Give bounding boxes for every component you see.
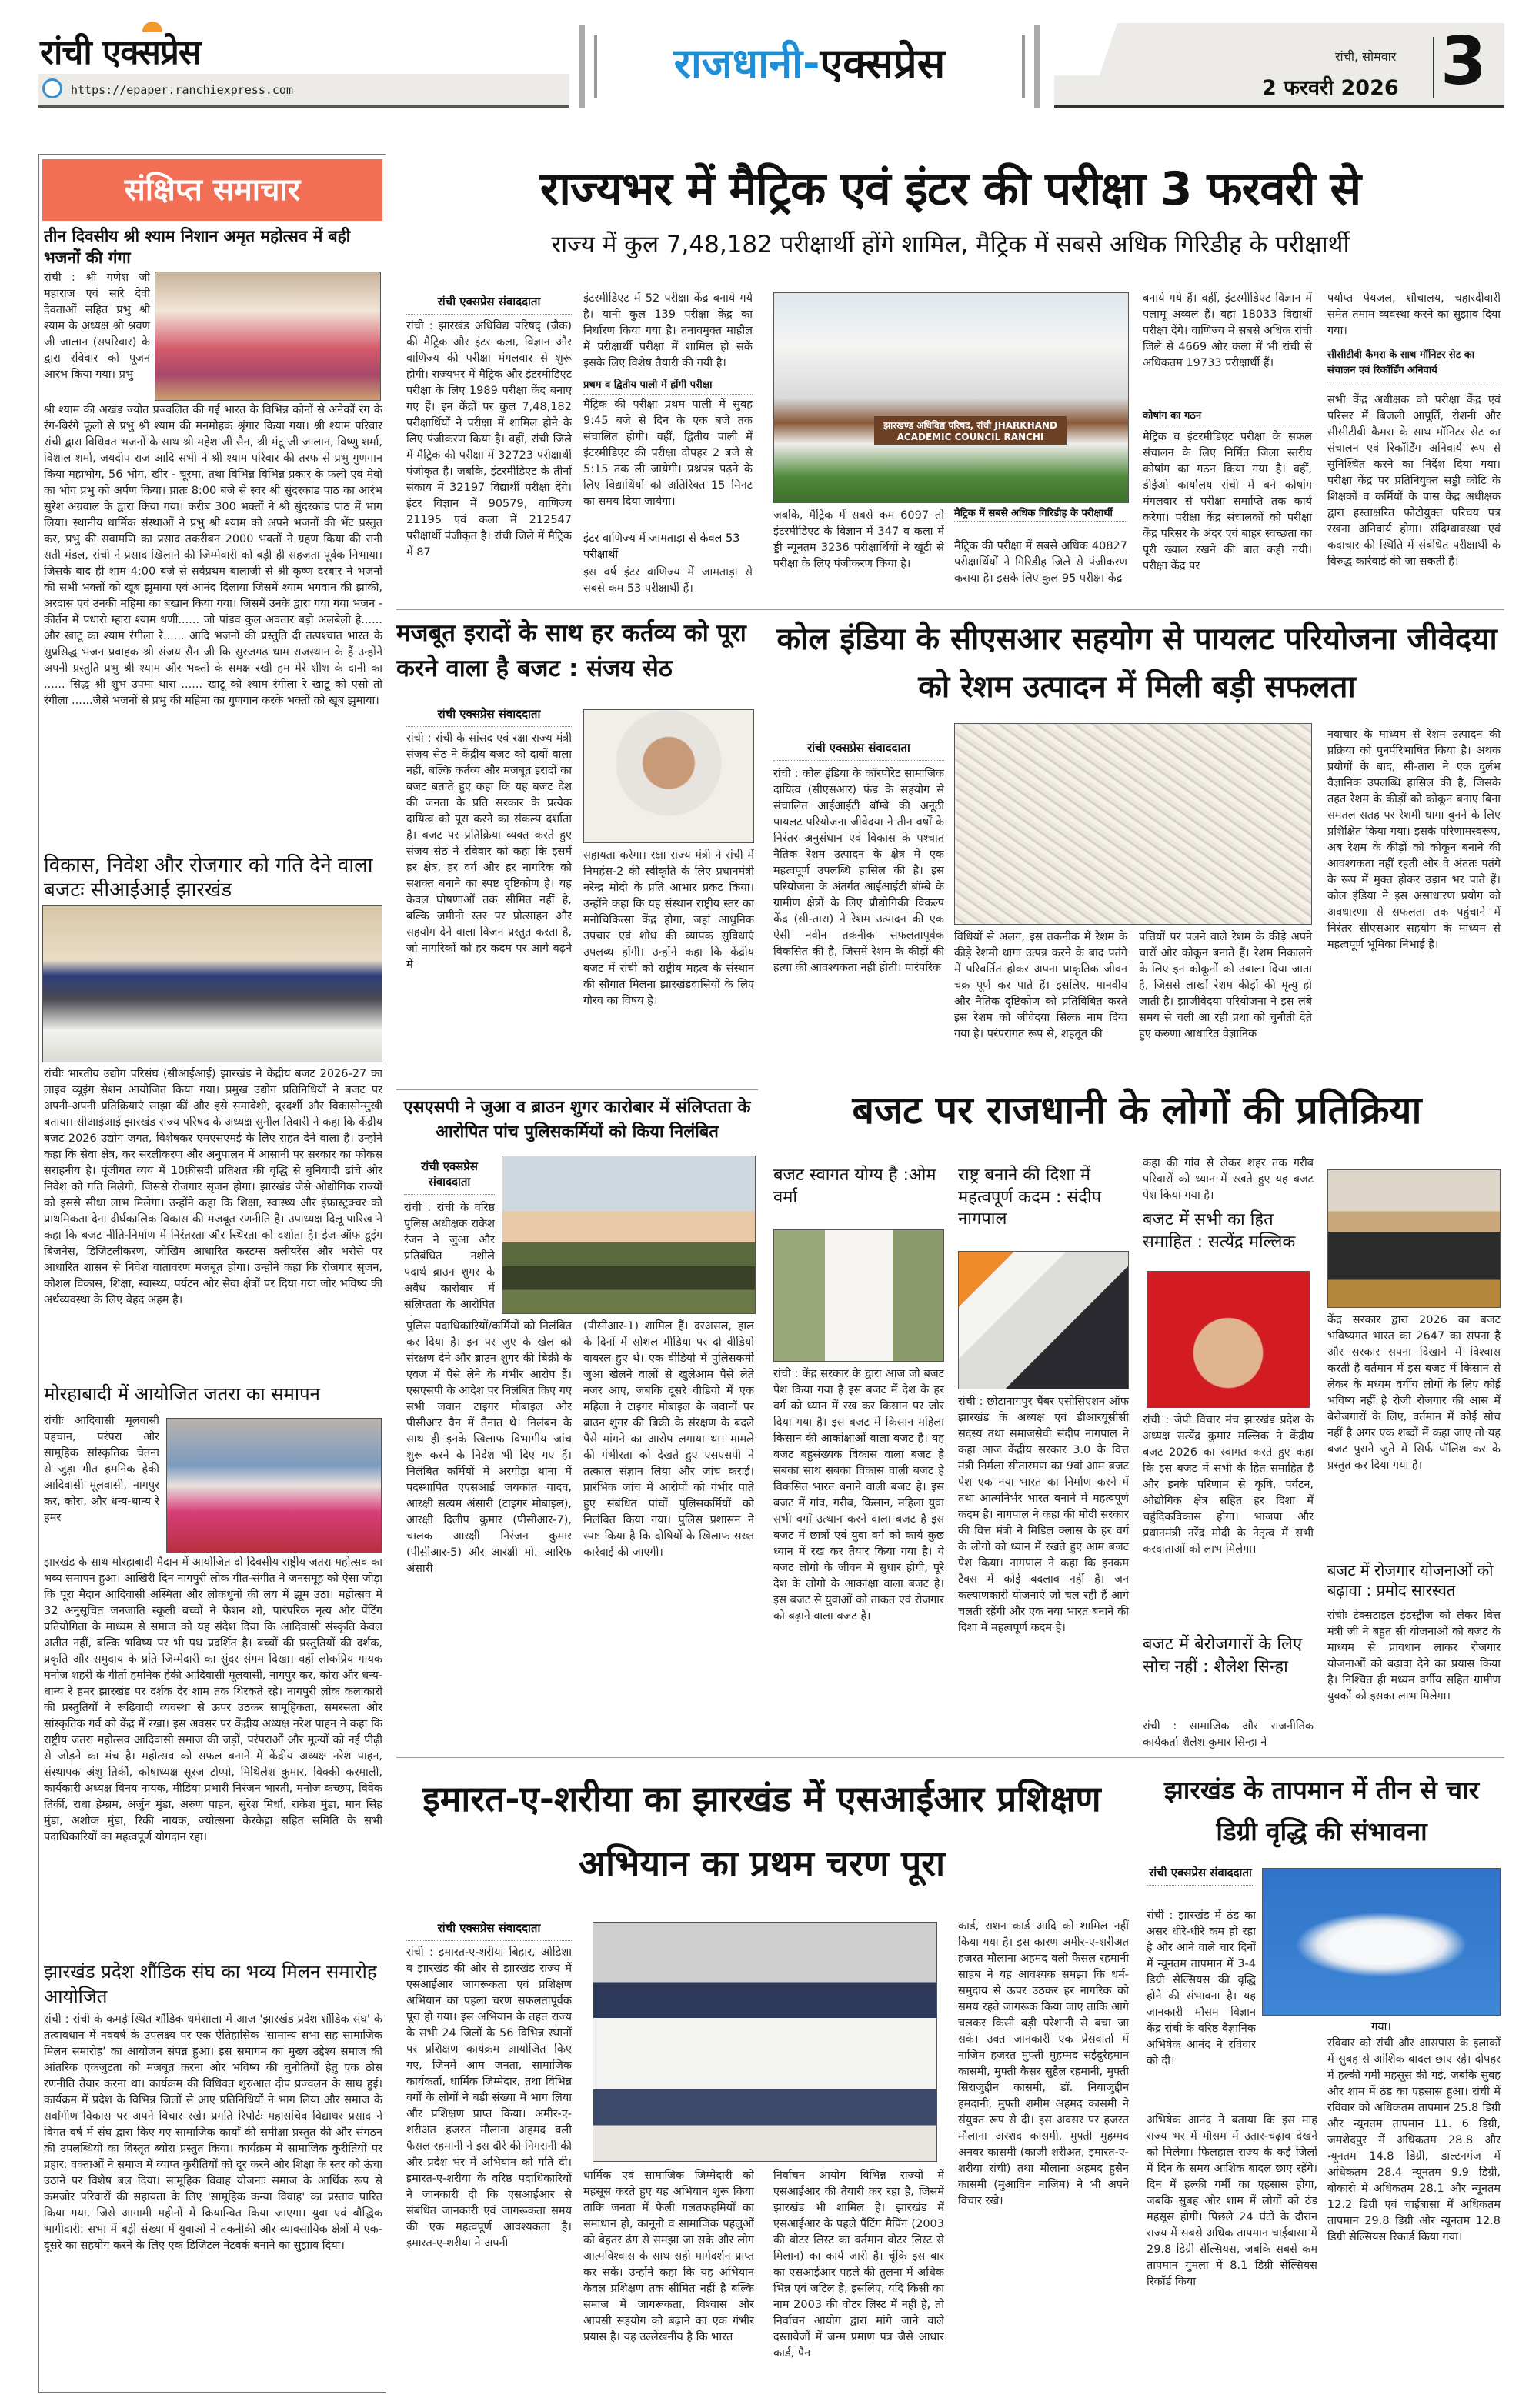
photo-cloud-sky xyxy=(1262,1868,1501,2016)
seth-headline: मजबूत इरादों के साथ हर कर्तव्य को पूरा करने वाला है बजट : संजय सेठ xyxy=(396,619,746,682)
ssp-col1: पुलिस पदाधिकारियों/कर्मियों को निलंबित कर दिया है। इन पर जुए के खेल को संरक्षण देने और ब्राउन शुगर की बिक्री के एवज में पैसे लेने के गंभीर आरोप हैं। एसएसपी के आदेश पर निलंबित किए गए सभी जवान टाइगर मोबाइल और पीसीआर वैन में तैनात थे। निलंबन के साथ ही इनके खिलाफ विभागीय जांच शुरू करने के निर्देश भी दिए गए हैं। निलंबित कर्मियों में अरगोड़ा थाना में पदस्थापित एएसआई जयकांत यादव, आरक्षी सत्यम अंसारी (टाइगर मोबाइल), आरक्षी दिलीप कुमार (पीसीआर-7), चालक आरक्षी निरंजन कुमार (पीसीआर-5) और आरक्षी मो. आरिफ अंसारी xyxy=(406,1320,572,1575)
photo-shyam-mahotsav xyxy=(155,272,381,401)
pramod-saraswat-body: रांचीः टेक्सटाइल इंडस्ट्रीज को लेकर वित्त मंत्री जी ने बहुत सी योजनाओं को बजट के माध्यम से प्रावधान लाकर रोजगार योजनाओं को बढ़ावा देने का प्रयास किया है। निश्चित ही मध्यम वर्गीय सहित ग्रामीण युवकों को इसका लाभ मिलेगा। xyxy=(1327,1609,1501,1703)
coal-india-col2: विधियों से अलग, इस तकनीक में रेशम के कीड़े रेशमी धागा उत्पन्न करने के बाद पतंगे में परिवर्तित होकर अपना प्राकृतिक जीवन चक्र पूर्ण कर पाते हैं। इसलिए, मानवीय और नैतिक दृष्टिकोण को प्रतिबिंबित करते इस रेशम को जीवेदया सिल्क नाम दिया गया है। परंपरागत रूप से, शहतूत की xyxy=(954,931,1127,1040)
satyendra-mallik-subhead: बजट में सभी का हित समाहित : सत्येंद्र मल्लिक xyxy=(1143,1210,1296,1252)
divider xyxy=(396,1089,758,1090)
seth-col1: रांची : रांची के सांसद एवं रक्षा राज्य मंत्री संजय सेठ ने केंद्रीय बजट को दावों वाला नहीं, बल्कि कर्तव्य और मजबूत इरादों का बजट बताते हुए कहा कि यह बजट देश की जनता के प्रति सरकार के प्रत्येक दायित्व को पूरा करने का संकल्प दर्शाता है। बजट पर प्रतिक्रिया व्यक्त करते हुए संजय सेठ ने रविवार को कहा कि इसमें हर क्षेत्र, हर वर्ग और हर नागरिक को सशक्त बनाने का स्पष्ट दृष्टिकोण है। यह केवल घोषणाओं तक सीमित नहीं है, बल्कि जमीनी स्तर पर प्रोत्साहन और सहयोग देने वाला विजन प्रस्तुत करता है, जो नागरिकों को हर कदम पर आगे बढ़ने में xyxy=(406,732,572,971)
lead-col4: मैट्रिक की परीक्षा में सबसे अधिक 40827 परीक्षार्थियों ने गिरिडीह जिले से पंजीकरण कराया है। इसके लिए कुल 95 परीक्षा केंद्र xyxy=(954,540,1127,585)
city-day: रांची, सोमवार xyxy=(1335,49,1397,64)
photo-silkworms xyxy=(954,723,1312,925)
photo-satyendra-mallik xyxy=(1147,1271,1310,1408)
imarat-headline: इमारत-ए-शरीया का झारखंड में एसआईआर प्रशिक्षण अभियान का प्रथम चरण पूरा xyxy=(422,1778,1101,1884)
photo-cii-meeting xyxy=(42,905,382,1062)
imarat-col2: धार्मिक एवं सामाजिक जिम्मेदारी को महसूस करते हुए यह अभियान शुरू किया ताकि जनता में फैली गलतफहमियों का समाधान हो, कानूनी व सामाजिक पहलुओं को बेहतर ढंग से समझा जा सके और लोग आत्मविश्वास के साथ सही मार्गदर्शन प्राप्त कर सकें। उन्होंने कहा कि यह अभियान केवल प्रशिक्षण तक सीमित नहीं है बल्कि समाज में जागरूकता, विश्वास और आपसी सहयोग को बढ़ाने का एक गंभीर प्रयास है। यह उल्लेखनीय है कि भारत xyxy=(583,2170,754,2343)
lead-headline: राज्यभर में मैट्रिक एवं इंटर की परीक्षा 3 फरवरी से xyxy=(539,162,1361,216)
ssp-headline: एसएसपी ने जुआ व ब्राउन शुगर कारोबार में संलिप्तता के आरोपित पांच पुलिसकर्मियों को किया निलंबित xyxy=(403,1098,751,1142)
photo-jatra-ceremony xyxy=(166,1418,382,1553)
lead-col5b: मैट्रिक व इंटरमीडिएट परीक्षा के सफल संचालन के लिए निर्मित जिला स्तरीय कोषांग का गठन किया गया है। वहीं, डीईओ कार्यालय रांची में बने कोषांग मंगलवार से परीक्षा समाप्ति तक कार्य करेगा। परीक्षा केंद्र संचालकों को परीक्षा केंद्र परिसर के अंदर एवं बाहर स्वच्छता का पूरी ख्याल रखने की बात कही गयी। परीक्षा केंद्र पर xyxy=(1143,431,1312,572)
lead-subhead-cctv: सीसीटीवी कैमरा के साथ मॉनिटर सेट का संचालन एवं रिकॉर्डिंग अनिवार्य xyxy=(1327,348,1501,382)
weather-col1: अभिषेक आनंद ने बताया कि इस माह राज्य भर में मौसम में उतार-चढ़ाव देखने को मिलेगा। फिलहाल राज्य के कई जिलों में दिन के समय आंशिक बादल छाए रहेंगे। दिन में हल्की गर्मी का एहसास होगा, जबकि सुबह और शाम में लोगों को ठंड महसूस होगी। पिछले 24 घंटों के दौरान राज्य में सबसे अधिक तापमान चाईबासा में 29.8 डिग्री सेल्सियस, जबकि सबसे कम तापमान गुमला में 8.1 डिग्री सेल्सियस रिकॉर्ड किया xyxy=(1147,2114,1317,2288)
page-divider xyxy=(1433,37,1434,98)
photo-om-verma xyxy=(773,1229,944,1362)
section-title-part2: एक्सप्रेस xyxy=(820,39,946,88)
brief-body-cii: रांचीः भारतीय उद्योग परिसंघ (सीआईआई) झारखंड ने केंद्रीय बजट 2026-27 का लाइव व्यूइंग सेशन आयोजित किया गया। प्रमुख उद्योग प्रतिनिधियों ने बजट पर अपनी-अपनी प्रतिक्रियाएं साझा कीं और इसे समावेशी, दूरदर्शी और विकासोन्मुखी बताया। सीआईआई झारखंड राज्य परिषद के अध्यक्ष सुनील तिवारी ने कहा कि केंद्रीय बजट 2026 उद्योग जगत, विशेषकर एमएसएमई के लिए राहत देने वाला है। उन्होंने कहा कि सेवा क्षेत्र, कर सरलीकरण और अनुपालन में आसानी पर सरकार का फोकस सराहनीय है। पूंजीगत व्यय में 10फ़ीसदी प्रतिशत की वृद्धि से बुनियादी ढांचे और निवेश को गति मिलेगी, जिससे रोजगार सृजन होगा। झारखंड जैसे औद्योगिक राज्यों को इससे सीधा लाभ मिलेगा। उन्होंने कहा कि शिक्षा, स्वास्थ्य और इंफ्रास्ट्रक्चर को प्राथमिकता देना दीर्घकालिक विकास की मजबूत रणनीति है। उपाध्यक्ष दिलू पारिख ने कहा कि बजट नीति-निर्माण में निरंतरता और स्थिरता को दर्शाता है। ईज ऑफ डूइंग बिजनेस, डिजिटलीकरण, जोखिम आधारित कस्टम्स क्लीयरेंस और भरोसे पर आधारित शासन से निवेश वातावरण मजबूत होगा। उन्होंने कहा कि रोजगार सृजन, कौशल विकास, शिक्षा, स्वास्थ्य, पर्यटन और सेवा क्षेत्रों पर दिया गया जोर भविष्य की अर्थव्यवस्था के लिए बेहद अहम है। xyxy=(44,1068,382,1306)
lead-col3: जबकि, मैट्रिक में सबसे कम 6097 तो इंटरमीडिएट के विज्ञान में 347 व कला में ड्डी न्यूनतम 3236 परीक्षार्थियों ने खूंटी से परीक्षा के लिए पंजीकरण किया है। xyxy=(773,509,944,570)
divider xyxy=(396,1757,1504,1758)
photo-imarat-press-conference xyxy=(593,1922,937,2162)
sandeep-nagpal-subhead: राष्ट्र बनाने की दिशा में महत्वपूर्ण कदम : संदीप नागपाल xyxy=(958,1166,1102,1229)
issue-date: 2 फरवरी 2026 xyxy=(1262,76,1399,100)
budget-reactions-headline: बजट पर राजधानी के लोगों की प्रतिक्रिया xyxy=(852,1088,1422,1132)
shailesh-sinha-body: रांची : सामाजिक और राजनीतिक कार्यकर्ता शैलेश कुमार सिन्हा ने xyxy=(1143,1720,1314,1749)
globe-icon xyxy=(42,78,62,98)
om-verma-subhead: बजट स्वागत योग्य है :ओम वर्मा xyxy=(773,1166,936,1207)
lead-col5a: बनाये गये हैं। वहीं, इंटरमीडिएट विज्ञान में पलामू अव्वल हैं। वहां 18033 विद्यार्थी परीक्षा देंगे। वाणिज्य में सबसे अधिक रांची जिले से 4669 और कला में भी रांची से अधिकतम 19733 परीक्षार्थी हैं। xyxy=(1143,292,1312,369)
weather-col2: रविवार को रांची और आसपास के इलाकों में सुबह से आंशिक बादल छाए रहे। दोपहर में हल्की गर्मी महसूस की गई, जबकि सुबह और शाम में ठंड का एहसास हुआ। रांची में रविवार को अधिकतम तापमान 25.8 डिग्री और न्यूनतम तापमान 11. 6 डिग्री, जमशेदपुर में अधिकतम 28.8 और न्यूनतम 14.8 डिग्री, डाल्टनगंज में अधिकतम 28.4 न्यूनतम 9.9 डिग्री, बोकारो में अधिकतम 28.1 और न्यूनतम 12.2 डिग्री एवं चाईबासा में अधिकतम तापमान 29.8 डिग्री और न्यूनतम 12.8 डिग्री सेल्सियस रिकार्ड किया गया। xyxy=(1327,2037,1501,2243)
lead-subhead-shift: प्रथम व द्वितीय पाली में होंगी परीक्षा xyxy=(583,377,753,395)
weather-byline: रांची एक्सप्रेस संवाददाता xyxy=(1147,1865,1254,1886)
weather-caption-tail: गया। xyxy=(1371,2021,1391,2033)
divider xyxy=(396,609,1504,610)
brief-body-shyam: श्री श्याम की अखंड ज्योत प्रज्वलित की गई भारत के विभिन्न कोनों से अनेकों रंग के रंग-बिरंगे फूलों से प्रभु श्री श्याम की मनमोहक श्रृंगार किया गया। श्री श्याम परिवार रांची द्वारा विधिवत भजनों के साथ श्री महेश जी सैन, श्री मंटू जी जालान, विष्णु शर्मा, विशाल शर्मा, जयदीप राज आदि सभी ने श्री श्याम परिवार की तरफ से प्रभु गुणगान किया महाभोग, 56 भोग, खीर - चूरमा, तथा विभिन्न विभिन्न प्रकार के फलों एवं मेवों का भोग प्रभु को अर्पण किया। प्रातः 8:00 बजे से स्वर श्री सुंदरकांड पाठ का आरंभ सुरेश अग्रवाल के द्वारा किया गया। करीब 300 भक्तों ने श्री सुंदरकांड पाठ में भाग लिया। स्थानीय धार्मिक संस्थाओं ने प्रभु श्री श्याम को अपने भजनों की भेंट प्रस्तुत कर, प्रभु की सवामणि का प्रसाद तकरीबन 2000 भक्तों ने ग्रहण किया की रानी सती मंडल, रांची ने प्रसाद खिलाने की जिम्मेवारी को बड़ी ही सहजता पूर्वक निभाया। जिसके बाद ही शाम 4:00 बजे से सर्वप्रथम बालाजी से श्री कृष्ण दरबार ने भजनों की सभी भक्तों को खूब झुमाया एवं आनंद दिलाया जिसमें श्याम भगवान की झांकी, अरदास एवं उनकी महिमा का बखान किया गया। जिसमें उनके द्वारा गया गया भजन - कीर्तन में पधारो म्हारा श्याम धणी...... जो पांडव कुल अवतार बड़ो अलबेलो है...... और खाटू का श्याम रंगीला रे...... आदि भजनों की प्रस्तुति दी तत्पश्चात भारत के सुप्रसिद्ध भजन प्रवाहक श्री संजय सैन जी कि सुरजगढ़ धाम राजस्थान के हैं उन्होंने अपनी प्रस्तुति प्रभु श्री श्याम और भक्तों के समक्ष रखी हम मेरे शीश के दानी का ...... सिद्ध श्री शुभ उपमा थारा ...... खाटू को श्याम रंगीला रे खाटू को एसो तो रंगीला ......जैसे भजनों से प्रभु की महिमा का गुणगान करके भक्तों को खूब झुमाया। xyxy=(44,404,382,707)
brief-news-column xyxy=(38,154,386,2393)
brief-lead-jatra: रांचीः आदिवासी मूलवासी पहचान, परंपरा और सामूहिक सांस्कृतिक चेतना से जुड़ा गीत हमनिक हेकी आदिवासी मूलवासी, नागपुर कर, कोरा, और धन्य-धान्य रे हमर xyxy=(44,1415,159,1524)
lead-subhead-jamtara: इंटर वाणिज्य में जामताड़ा से केवल 53 परीक्षार्थी xyxy=(583,532,740,561)
ssp-lead: रांची : रांची के वरिष्ठ पुलिस अधीक्षक राकेश रंजन ने जुआ और प्रतिबंधित नशीले पदार्थ ब्राउन शुगर के अवैध कारोबार में संलिप्तता के आरोपित xyxy=(404,1202,495,1311)
seth-byline: रांची एक्सप्रेस संवाददाता xyxy=(406,706,572,727)
imarat-col3: निर्वाचन आयोग विभिन्न राज्यों में एसआईआर की तैयारी कर रहा है, जिसमें झारखंड भी शामिल है। झारखंड में एसआईआर के पहले पैंटिंग मैपिंग (2003 की वोटर लिस्ट का वर्तमान वोटर लिस्ट से मिलान) का कार्य जारी है। चूंकि इस बार का एसआईआर पहले की तुलना में अधिक भिन्न एवं जटिल है, इसलिए, यदि किसी का नाम 2003 की वोटर लिस्ट में नहीं है, तो निर्वाचन आयोग द्वारा मांगे जाने वाले दस्तावेजों में जन्म प्रमाण पत्र जैसे आधार कार्ड, पैन xyxy=(773,2170,944,2360)
lead-col2b: मैट्रिक की परीक्षा प्रथम पाली में सुबह 9:45 बजे से दिन के एक बजे तक संचालित होगी। वहीं, द्वितीय पाली में इंटरमीडिएट की परीक्षा दोपहर 2 बजे से 5:15 तक ली जायेगी। प्रश्नपत्र पढ़ने के लिए विद्यार्थियों को अतिरिक्त 15 मिनट का समय दिया जायेगा। xyxy=(583,399,753,508)
brief-body-shaundik: रांची : रांची के कमड़े स्थित शौंडिक धर्मशाला में आज 'झारखंड प्रदेश शौंडिक संघ' के तत्वावधान में नववर्ष के उपलक्ष्य पर एक ऐतिहासिक 'सामान्य सभा सह सामाजिक मिलन समारोह' का आयोजन संपन्न हुआ। इस समागम का मुख्य उद्देश्य समाज की आंतरिक एकजुटता को मजबूत करना और भविष्य की चुनौतियों हेतु एक ठोस रणनीति तैयार करना था। कार्यक्रम की विधिवत शुरुआत दीप प्रज्वलन के साथ हुई। कार्यक्रम में प्रदेश के विभिन्न जिलों से आए प्रतिनिधियों ने भाग लिया और समाज के सर्वांगीण विकास पर अपने विचार रखे। प्रगति रिपोर्टः महासचिव विद्याधर प्रसाद ने विगत वर्ष में संघ द्वारा किए गए सामाजिक कार्यों की समीक्षा प्रस्तुत की और संगठन की उपलब्धियों का विस्तृत ब्योरा प्रस्तुत किया। कार्यक्रम में सामाजिक कुरीतियों पर प्रहार: वक्ताओं ने समाज में व्याप्त कुरीतियों को दूर करने और शिक्षा के स्तर को ऊंचा उठाने पर विशेष बल दिया। सामूहिक विवाह योजनाः समाज के आर्थिक रूप से कमजोर परिवारों की सहायता के लिए 'सामूहिक कन्या विवाह' का प्रस्ताव पारित किया गया, जिसे आगामी महीनों में क्रियान्वित किया जाएगा। युवा एवं बौद्धिक भागीदारी: सभा में बड़ी संख्या में युवाओं ने तकनीकी और व्यावसायिक क्षेत्रों में एक-दूसरे का सहयोग करने के लिए एक डिजिटल नेटवर्क बनाने का सुझाव दिया। xyxy=(44,2013,382,2252)
coal-india-col3: पत्तियों पर पलने वाले रेशम के कीड़े अपने चारों ओर कोकून बनाते हैं। रेशम निकालने के लिए इन कोकूनों को उबाला दिया जाता है, जिससे लाखों रेशम कीड़ों की मृत्यु हो जाती है। झाजीवेदया परियोजना ने इस लंबे समय से चली आ रही प्रथा को चुनौती देते हुए करुणा आधारित वैज्ञानिक xyxy=(1139,931,1312,1040)
lead-subheadline: राज्य में कुल 7,48,182 परीक्षार्थी होंगे शामिल, मैट्रिक में सबसे अधिक गिरिडीह के परीक्षार्थी xyxy=(551,231,1350,258)
photo-sandeep-nagpal xyxy=(958,1251,1129,1389)
jac-sign: झारखण्ड अधिविद्य परिषद, रांची JHARKHAND ACADEMIC COUNCIL RANCHI xyxy=(874,416,1067,445)
newspaper-logo: रांची एक्सप्रेस xyxy=(40,33,201,72)
brief-headline-jatra: मोरहाबादी में आयोजित जतरा का समापन xyxy=(44,1383,320,1405)
lead-subhead-cell: कोषांग का गठन xyxy=(1143,408,1312,425)
lead-col1: रांची : झारखंड अधिविद्य परिषद् (जैक) की मैट्रिक और इंटर कला, विज्ञान और वाणिज्य की परीक्षा मंगलवार से शुरू होगी। राज्यभर में मैट्रिक और इंटरमीडिएट परीक्षा के लिए 1989 परीक्षा केंद बनाए गए हैं। इन केंद्रों पर कुल 7,48,182 परीक्षार्थियों ने परीक्षा में शामिल होने के लिए पंजीकरण किया है। वहीं, रांची जिले में मैट्रिक की परीक्षा में 32723 परीक्षार्थी पंजीकृत है। जबकि, इंटरमीडिएट के तीनों संकाय में 32197 विद्यार्थी परीक्षा देंगे। इंटर विज्ञान में 90579, वाणिज्य 21195 एवं कला में 212547 परीक्षार्थी पंजीकृत है। रांची जिले में मैट्रिक में 87 xyxy=(406,320,572,559)
sun-logo-icon xyxy=(142,22,162,32)
ssp-col2: (पीसीआर-1) शामिल हैं। दरअसल, हाल के दिनों में सोशल मीडिया पर दो वीडियो वायरल हुए थे। एक वीडियो में पुलिसकर्मी जुआ खेलने वालों से खुलेआम पैसे लेते नजर आए, जबकि दूसरे वीडियो में एक महिला ने टाइगर मोबाइल के जवानों पर ब्राउन शुगर की बिक्री के संरक्षण के बदले पैसे मांगने का आरोप लगाया था। मामले की गंभीरता को देखते हुए एसएसपी ने तत्काल संज्ञान लिया और जांच कराई। प्रारंभिक जांच में आरोपों को गंभीर पाते हुए संबंधित पांचों पुलिसकर्मियों को निलंबित किया गया। पुलिस प्रशासन ने स्पष्ट किया है कि दोषियों के खिलाफ सख्त कार्रवाई की जाएगी। xyxy=(583,1320,754,1559)
coal-india-col4: नवाचार के माध्यम से रेशम उत्पादन की प्रक्रिया को पुनर्परिभाषित किया है। अथक प्रयोगों के बाद, सी-तारा ने एक दुर्लभ वैज्ञानिक उपलब्धि हासिल की है, जिसके तहत रेशम के कीड़ों को कोकून बनाए बिना समतल सतह पर रेशमी धागा बुनने के लिए प्रशिक्षित किया गया। इसके परिणामस्वरूप, अब रेशम के कीड़ों को कोकून बनाने की आवश्यकता नहीं रहती और वे अंततः पतंगे के रूप में मुक्त होकर उड़ान भर पाते हैं। कोल इंडिया ने इस असाधारण प्रयोग को अवधारणा से सफलता तक पहुंचाने में निरंतर सीएसआर सहयोग के माध्यम से महत्वपूर्ण भूमिका निभाई है। xyxy=(1327,729,1501,951)
section-title xyxy=(585,38,1034,89)
lead-byline: रांची एक्सप्रेस संवाददाता xyxy=(406,294,572,315)
ssp-byline: रांची एक्सप्रेस संवाददाता xyxy=(404,1159,495,1195)
lead-col6a: पर्याप्त पेयजल, शौचालय, चहारदीवारी समेत तमाम व्यवस्था करने का सुझाव दिया गया। xyxy=(1327,292,1501,337)
brief-news-title: संक्षिप्त समाचार xyxy=(42,159,382,221)
lead-col6b: सभी केंद्र अधीक्षक को परीक्षा केंद्र एवं परिसर में बिजली आपूर्ति, रोशनी और सीसीटीवी कैमरा के साथ मॉनिटर सेट का संचालन एवं रिकॉर्डिंग अनिवार्य रूप से सुनिश्चित करने का निर्देश दिया गया। परीक्षा केंद्र पर प्रतिनियुक्त सड्डी कोटि के शिक्षकों व कर्मियों के पास केंद्र अधीक्षक द्वारा हस्ताक्षरित फोटोयुक्त परिचय पत्र रखना अनिवार्य होगा। संदिग्धावस्था एवं कदाचार की स्थिति में संबंधित परीक्षार्थी के विरुद्ध कार्रवाई की जा सकती है। xyxy=(1327,394,1501,568)
imarat-col4: कार्ड, राशन कार्ड आदि को शामिल नहीं किया गया है। इस कारण अमीर-ए-शरीअत हजरत मौलाना अहमद वली फैसल रहमानी साहब ने यह आवश्यक समझा कि धर्म-समुदाय से ऊपर उठकर हर नागरिक को समय रहते जागरूक किया जाए ताकि आगे चलकर किसी बड़ी परेशानी से बचा जा सके। उक्त जानकारी एक प्रेसवार्ता में नाजिम हजरत मुफ्ती मुहम्मद सईदुर्रहमान कासमी, मुफ्ती कैसर सुहैल रहमानी, मुफ्ती सिराजुद्दीन कासमी, डॉ. नियाजुद्दीन हमदानी, मुफ्ती शमीम अहमद कासमी ने संयुक्त रूप से दी। इस अवसर पर हजरत मौलाना अरशद कासमी, मुफ्ती मुहम्मद अनवर कासमी (काजी शरीअत, इमारत-ए-शरीया रांची) तथा मौलाना अहमद हुसैन कासमी (मुआविन नाजिम) ने भी अपने विचार रखे। xyxy=(958,1920,1129,2207)
brief-headline-shaundik: झारखंड प्रदेश शौंडिक संघ का भव्य मिलन समारोह आयोजित xyxy=(44,1961,377,2007)
lead-subhead-giridih: मैट्रिक में सबसे अधिक गिरिडीह के परीक्षार्थी xyxy=(954,506,1127,522)
brief-lead-shyam: रांची : श्री गणेश जी महाराज एवं सारे देवी देवताओं सहित प्रभु श्री श्याम के अध्यक्ष श्री श्रवण जी जालान (सपरिवार) के द्वारा रविवार को पूजन आरंभ किया गया। प्रभु xyxy=(44,272,150,381)
coal-india-byline: रांची एक्सप्रेस संवाददाता xyxy=(773,740,944,761)
epaper-url-link[interactable]: https://epaper.ranchiexpress.com xyxy=(71,83,293,97)
imarat-byline: रांची एक्सप्रेस संवाददाता xyxy=(406,1920,572,1941)
weather-headline: झारखंड के तापमान में तीन से चार डिग्री वृद्धि की संभावना xyxy=(1163,1775,1480,1846)
brief-headline-shyam: तीन दिवसीय श्री श्याम निशान अमृत महोत्सव में बही भजनों की गंगा xyxy=(44,227,351,267)
photo-sanjay-seth xyxy=(583,709,754,843)
om-verma-body: रांची : केंद्र सरकार के द्वारा आज जो बजट पेश किया गया है इस बजट में देश के हर वर्ग को ध्यान में रख कर किसान पर जोर दिया गया है। इस बजट में किसान महिला किसान की आकांक्षाओं वाला बजट है। यह बजट बहुसंख्यक विकास वाला बजट है सबका साथ सबका विकास वाली बजट है विकसित भारत बनाने वाली बजट है। इस बजट में गांव, गरीब, किसान, महिला युवा सभी वर्गों उत्थान करने वाला बजट है इस बजट में छात्रों एवं युवा वर्ग को कार्य कुछ ध्यान में रख कर तैयार किया गया है। ये बजट लोगो के जीवन में सुधार होगी, पूरे देश के लोगो के आकांक्षा वाला बजट है। इस बजट से युवाओं को ताकत एवं रोजगार को बढ़ाने वाला बजट है। xyxy=(773,1368,944,1623)
page-number: 3 xyxy=(1441,23,1487,100)
section-title-part1: राजधानी- xyxy=(673,39,820,88)
coal-india-headline: कोल इंडिया के सीएसआर सहयोग से पायलट परियोजना जीवेदया को रेशम उत्पादन में मिली बड़ी सफलता xyxy=(776,622,1497,705)
pramod-saraswat-subhead: बजट में रोजगार योजनाओं को बढ़ावा : प्रमोद सारस्वत xyxy=(1327,1561,1494,1599)
coal-india-col1: रांची : कोल इंडिया के कॉरपोरेट सामाजिक दायित्व (सीएसआर) फंड के सहयोग से संचालित आईआईटी बॉम्बे की अनूठी पायलट परियोजना जीवेदया ने तीन वर्षों के निरंतर अनुसंधान एवं विकास के पश्चात नैतिक रेशम उत्पादन के क्षेत्र में एक महत्वपूर्ण उपलब्धि हासिल की है। इस परियोजना के अंतर्गत आईआईटी बॉम्बे के ग्रामीण क्षेत्रों के लिए प्रौद्योगिकी विकल्प केंद्र (सी-तारा) ने रेशम उत्पादन की एक ऐसी नवीन तकनीक सफलतापूर्वक विकसित की है, जिसमें रेशम के कीड़ों की हत्या की आवश्यकता नहीं होती। पारंपरिक xyxy=(773,768,944,974)
brief-headline-cii: विकास, निवेश और रोजगार को गति देने वाला बजटः सीआईआई झारखंड xyxy=(44,854,373,902)
brief-body-jatra: झारखंड के साथ मोरहाबादी मैदान में आयोजित दो दिवसीय राष्ट्रीय जतरा महोत्सव का भव्य समापन हुआ। आखिरी दिन नागपुरी लोक गीत-संगीत ने जनसमूह को ऐसा जोड़ा कि पूरा मैदान आदिवासी अस्मिता और लोकधुनों की लय में झूम उठा। महोत्सव में 32 अनुसूचित जनजाति स्कूली बच्चों ने फैशन शो, पारंपरिक नृत्य और पेंटिंग प्रतियोगिता के माध्यम से समाज को यह संदेश दिया कि आदिवासी संस्कृति केवल अतीत नहीं, बल्कि भविष्य पर भी पथ प्रदर्शित है। बच्चों की प्रस्तुतियों की दर्शक, प्रकृति और समुदाय के प्रति जिम्मेदारी का सुंदर संगम दिखा। वहीं लोकप्रिय गायक मनोज शहरी के गीतों हमनिक हेकी आदिवासी मूलवासी, नागपुर कर, कोरा और धन्य-धान्य रे हमर झारखंड पर दर्शक देर शाम तक थिरकते रहे। नागपुरी लोक कलाकारों की प्रस्तुतियों ने रूढ़िवादी व्यवस्था से ऊपर उठकर सामूहिकता, समरसता और सांस्कृतिक गर्व को केंद्र में रखा। इस अवसर पर केंद्रीय अध्यक्ष नरेश पाहन ने कहा कि राष्ट्रीय जतरा महोत्सव आदिवासी समाज की जड़ों, परंपराओं और मूल्यों को नई पीढ़ी से जोड़ने का मंच है। महोत्सव को सफल बनाने में केंद्रीय अध्यक्ष नरेश पाहन, संस्थापक अंशु तिर्की, कोषाध्यक्ष सूरज टोप्पो, मिथिलेश कुमार, विक्की करमाली, कार्यकारी अध्यक्ष विनय नायक, मीडिया प्रभारी निरंजन भारती, मनोज कच्छप, विवेक तिर्की, राधा हेम्ब्रम, अर्जुन मुंडा, अरुण पाहन, सुरेश मिर्धा, राकेश मुंडा, मान सिंह मुंडा, अशोक मुंडा, रिकी नायक, ज्योत्सना केरकेट्टा सहित समिति के सभी पदाधिकारियों का महत्वपूर्ण योगदान रहा। xyxy=(44,1556,382,1843)
satyendra-mallik-body: रांची : जेपी विचार मंच झारखंड प्रदेश के अध्यक्ष सत्येंद्र कुमार मल्लिक ने केंद्रीय बजट 2026 का स्वागत करते हुए कहा कि इस बजट में सभी के हित समाहित है और इनके परिणाम से कृषि, पर्यटन, औद्योगिक क्षेत्र सहित हर दिशा में चहुंदिकविकास होगा। भाजपा और प्रधानमंत्री नरेंद्र मोदी के नेतृत्व में सभी करदाताओं को लाभ मिलेगा। xyxy=(1143,1414,1314,1556)
shailesh-sinha-quote: केंद्र सरकार द्वारा 2026 का बजट भविष्यगत भारत का 2647 का सपना है और सरकार सपना दिखाने में विश्वास करती है वर्तमान में इस बजट में किसान से लेकर के मध्यम वर्गीय लोगों के लिए कोई भविष्य नहीं है रोजी रोजगार की आस में बेरोजगारों के लिए, वर्तमान में कोई सोच नहीं है अगर एक शब्दों में कहा जाए तो यह बजट पुराने जुते में सिर्फ पॉलिश कर के प्रस्तुत कर दिया गया है। xyxy=(1327,1314,1501,1472)
seth-col2: सहायता करेगा। रक्षा राज्य मंत्री ने रांची में निमहंस-2 की स्वीकृति के लिए प्रधानमंत्री नरेन्द्र मोदी के प्रति आभार प्रकट किया। उन्होंने कहा कि यह संस्थान राष्ट्रीय स्तर का मनोचिकित्सा केंद्र होगा, जहां आधुनिक उपचार एवं शोध की व्यापक सुविधाएं उपलब्ध होंगी। उन्होंने कहा कि केंद्रीय बजट में रांची को राष्ट्रीय महत्व के संस्थान की सौगात मिलना झारखंडवासियों के लिए गौरव का विषय है। xyxy=(583,849,754,1007)
photo-ssp-rakesh-ranjan xyxy=(502,1156,756,1314)
lead-col2c: इस वर्ष इंटर वाणिज्य में जामताड़ा से सबसे कम 53 परीक्षार्थी हैं। xyxy=(583,566,753,595)
masthead xyxy=(0,0,1529,108)
lead-col2a: इंटरमीडिएट में 52 परीक्षा केंद्र बनाये गये है। यानी कुल 139 परीक्षा केंद्र का निर्धारण किया गया है। तनावमुक्त माहौल में परीक्षार्थी परीक्षा में शामिल हो सकें इसके लिए विशेष तैयारी की गयी है। xyxy=(583,292,753,369)
photo-pramod-saraswat xyxy=(1327,1169,1501,1308)
shailesh-sinha-subhead: बजट में बेरोजगारों के लिए सोच नहीं : शैलेश सिन्हा xyxy=(1143,1635,1303,1676)
imarat-col1: रांची : इमारत-ए-शरीया बिहार, ओडिशा व झारखंड की ओर से झारखंड राज्य में एसआईआर जागरूकता एवं प्रशिक्षण अभियान का पहला चरण सफलतापूर्वक पूरा हो गया। इस अभियान के तहत राज्य के सभी 24 जिलों के 56 विभिन्न स्थानों पर प्रशिक्षण कार्यक्रम आयोजित किए गए, जिनमें आम जनता, सामाजिक कार्यकर्ता, धार्मिक जिम्मेदार, तथा विभिन्न वर्गों के लोगों ने बड़ी संख्या में भाग लिया और प्रशिक्षण प्राप्त किया। अमीर-ए-शरीअत हजरत मौलाना अहमद वली फैसल रहमानी ने इस दौरे की निगरानी की और प्रदेश भर में अभियान को गति दी। इमारत-ए-शरीया के वरिष्ठ पदाधिकारियों ने जानकारी दी कि एसआईआर से संबंधित जानकारी एवं जागरूकता समय की एक महत्वपूर्ण आवश्यकता है। इमारत-ए-शरीया ने अपनी xyxy=(406,1946,572,2250)
photo-jac-building xyxy=(773,292,1129,503)
weather-lead: रांची : झारखंड में ठंड का असर धीरे-धीरे कम हो रहा है और आने वाले चार दिनों में न्यूनतम तापमान में 3-4 डिग्री सेल्सियस की वृद्धि होने की संभावना है। यह जानकारी मौसम विज्ञान केंद्र रांची के वरिष्ठ वैज्ञानिक अभिषेक आनंद ने रविवार को दी। xyxy=(1147,1909,1256,2067)
sandeep-nagpal-body: रांची : छोटानागपुर चैंबर एसोसिएशन ऑफ झारखंड के अध्यक्ष एवं डीआरयूसीसी सदस्य तथा समाजसेवी संदीप नागपाल ने कहा आज केंद्रीय सरकार 3.0 के वित्त मंत्री निर्मला सीतारमण का 9वां आम बजट पेश एक नया भारत का निर्माण करने में तथा आत्मनिर्भर भारत बनाने में महत्वपूर्ण कदम है। नागपाल ने कहा की मोदी सरकार की वित्त मंत्री ने मिडिल क्लास के हर वर्ग के लोगों को ध्यान में रखते हुए आम बजट पेश किया। नागपाल ने कहा कि इनकम टैक्स में कोई बदलाव नहीं है। जन कल्याणकारी योजनाएं जो चल रही हैं आगे चलती रहेंगी और एक नया भारत बनाने की दिशा में महत्वपूर्ण कदम है। xyxy=(958,1396,1129,1634)
satyendra-lead: कहा की गांव से लेकर शहर तक गरीब परिवारों को ध्यान में रखते हुए यह बजट पेश किया गया है। xyxy=(1143,1157,1314,1202)
section-title-box xyxy=(579,25,1040,108)
